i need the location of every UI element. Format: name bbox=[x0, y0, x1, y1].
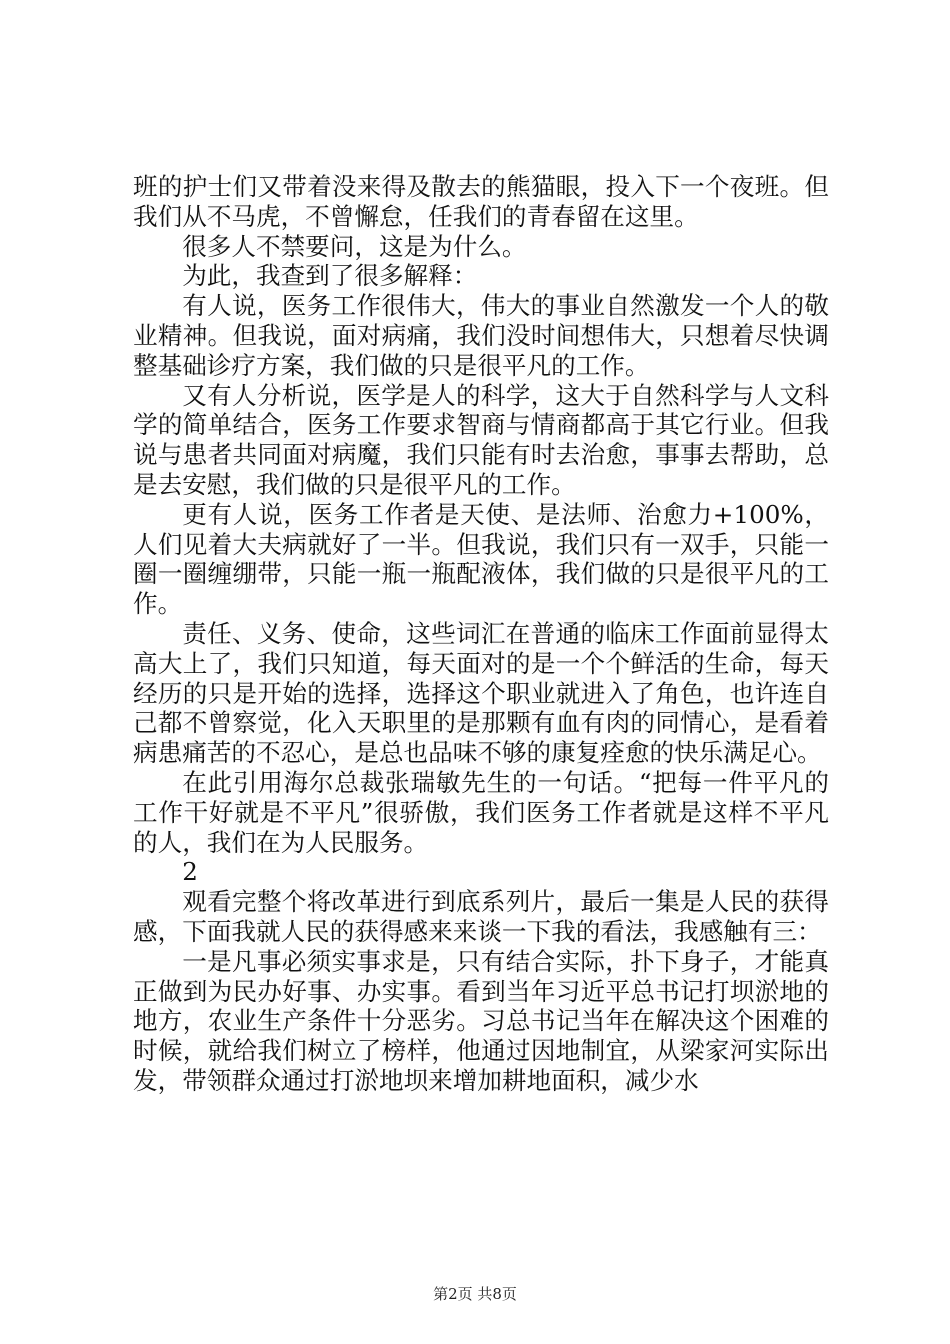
paragraph: 一是凡事必须实事求是，只有结合实际，扑下身子，才能真正做到为民办好事、办实事。看到当年习近平总书记打坝淤地的地方，农业生产条件十分恶劣。习总书记当年在解决这个困难的时候，就给我们树立了榜样，他通过因地制宜，从梁家河实际出发，带领群众通过打淤地坝来增加耕地面积，减少水 bbox=[133, 946, 829, 1095]
paragraph: 观看完整个将改革进行到底系列片，最后一集是人民的获得感，下面我就人民的获得感来来谈一下我的看法，我感触有三： bbox=[133, 887, 829, 946]
paragraph: 在此引用海尔总裁张瑞敏先生的一句话。“把每一件平凡的工作干好就是不平凡”很骄傲，我们医务工作者就是这样不平凡的人，我们在为人民服务。 bbox=[133, 767, 829, 857]
document-body bbox=[133, 172, 829, 1096]
page-number-footer: 第2页 共8页 bbox=[433, 1285, 517, 1303]
paragraph: 很多人不禁要问，这是为什么。 bbox=[182, 231, 527, 261]
paragraph: 责任、义务、使命，这些词汇在普通的临床工作面前显得太高大上了，我们只知道，每天面对的是一个个鲜活的生命，每天经历的只是开始的选择，选择这个职业就进入了角色，也许连自己都不曾察觉，化入天职里的是那颗有血有肉的同情心，是看着病患痛苦的不忍心，是总也品味不够的康复痊愈的快乐满足心。 bbox=[133, 618, 829, 768]
paragraph-continuation: 班的护士们又带着没来得及散去的熊猫眼，投入下一个夜班。但我们从不马虎，不曾懈怠，任我们的青春留在这里。 bbox=[133, 172, 829, 231]
paragraph: 为此，我查到了很多解释： bbox=[182, 261, 478, 291]
paragraph: 又有人分析说，医学是人的科学，这大于自然科学与人文科学的简单结合，医务工作要求智商与情商都高于其它行业。但我说与患者共同面对病魔，我们只能有时去治愈，事事去帮助，总是去安慰，我们做的只是很平凡的工作。 bbox=[133, 380, 829, 499]
section-number: 2 bbox=[182, 857, 198, 887]
paragraph: 有人说，医务工作很伟大，伟大的事业自然激发一个人的敬业精神。但我说，面对病痛，我们没时间想伟大，只想着尽快调整基础诊疗方案，我们做的只是很平凡的工作。 bbox=[133, 291, 829, 380]
paragraph: 更有人说，医务工作者是天使、是法师、治愈力+100%，人们见着大夫病就好了一半。但我说，我们只有一双手，只能一圈一圈缠绷带，只能一瓶一瓶配液体，我们做的只是很平凡的工作。 bbox=[133, 499, 829, 619]
